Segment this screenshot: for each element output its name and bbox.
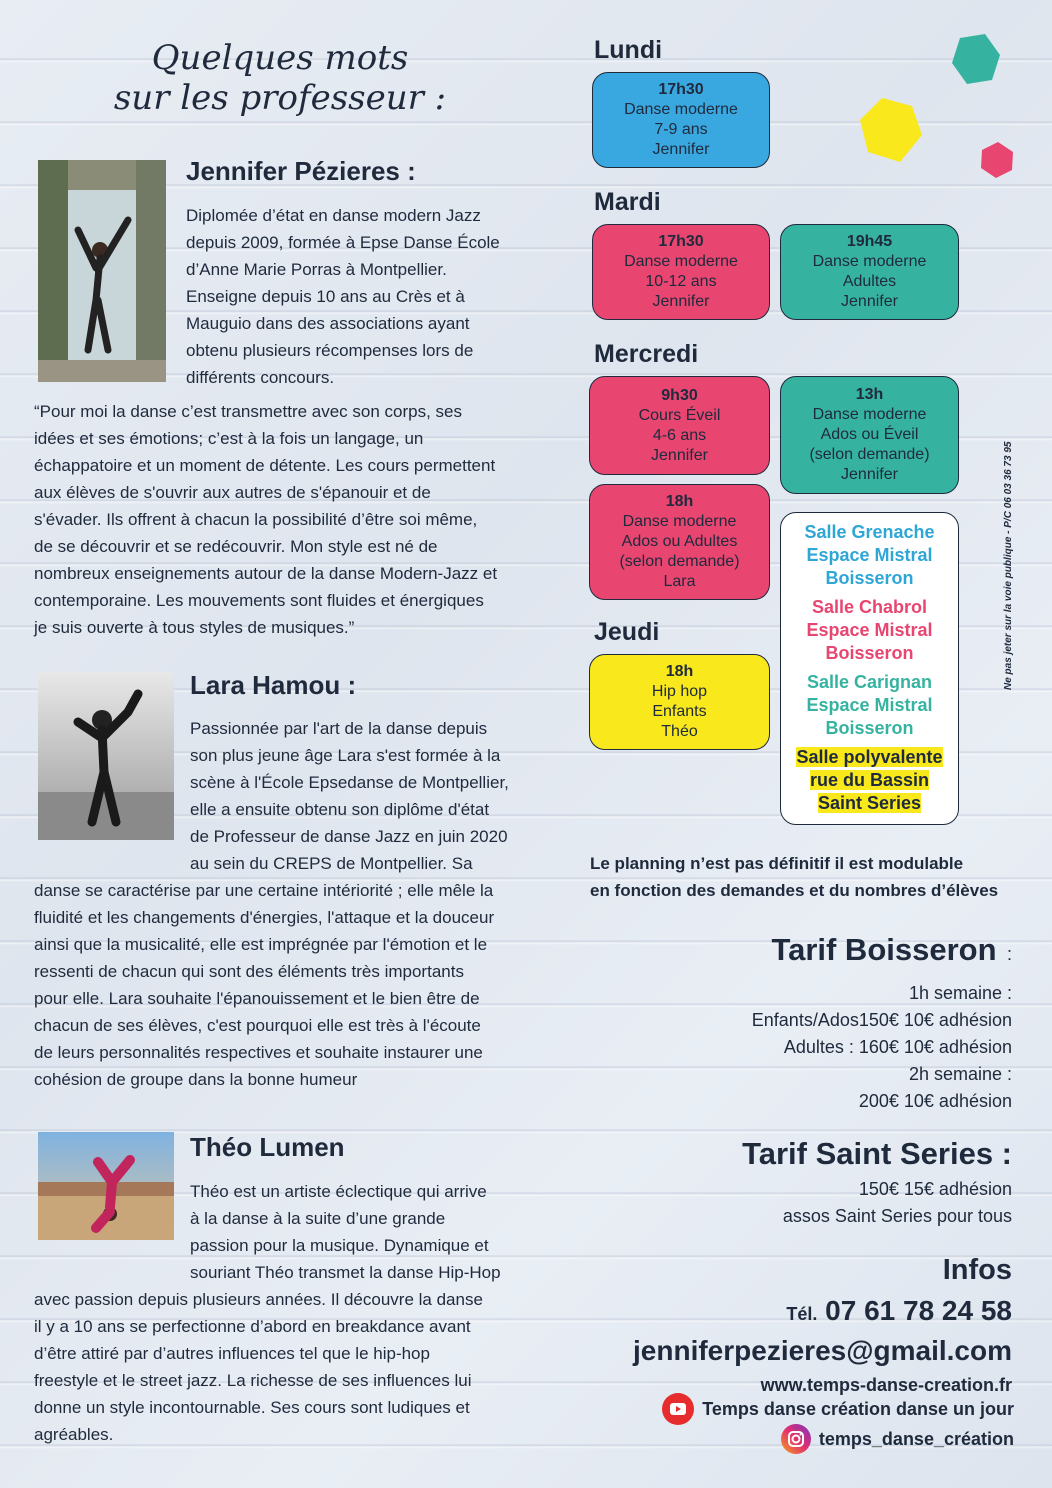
text-line: son plus jeune âge Lara s'est formée à la <box>190 746 501 765</box>
class-line: Ados ou Éveil <box>820 426 919 443</box>
room-line: Salle Grenache <box>804 522 935 542</box>
text-line: au sein du CREPS de Montpellier. Sa <box>190 854 473 873</box>
text-line: d’Anne Marie Porras à Montpellier. <box>186 260 447 279</box>
day-lundi: Lundi <box>594 36 663 64</box>
text-line: d’être attiré par d’autres influences tel que le hip-hop <box>34 1344 430 1363</box>
class-time: 18h <box>665 663 694 680</box>
intro-line-2: sur les professeur : <box>113 78 447 118</box>
text-line: en fonction des demandes et du nombres d’élèves <box>590 881 999 900</box>
theo-name: Théo Lumen <box>190 1132 345 1162</box>
text-line: depuis 2009, formée à Epse Danse École <box>186 233 500 252</box>
tarif-line: 150€ 15€ adhésion <box>858 1179 1012 1199</box>
text-line: de leurs personnalités respectives et souhaite instaurer une <box>34 1043 483 1062</box>
class-line: 7-9 ans <box>654 121 708 138</box>
class-line: Jennifer <box>841 466 898 483</box>
legal-vertical-note: Ne pas jeter sur la voie publique - P/C 06 03 36 73 95 <box>1003 441 1014 690</box>
class-line: (selon demande) <box>809 446 930 463</box>
theo-bio-continued <box>34 1286 534 1448</box>
text-line: je suis ouverte à tous styles de musiques.” <box>34 618 355 637</box>
room-grenache <box>781 521 958 590</box>
website-link[interactable]: www.temps-danse-creation.fr <box>760 1375 1012 1395</box>
room-line: Espace Mistral <box>806 620 933 640</box>
class-line: Danse moderne <box>622 513 737 530</box>
class-card-mercredi-2 <box>780 376 959 494</box>
text-line: fluidité et les changements d'énergies, l'attaque et la douceur <box>34 908 495 927</box>
intro-title <box>60 38 500 118</box>
phone-label: Tél. <box>786 1304 818 1324</box>
text-line: aux élèves de s'ouvrir aux autres de s'épanouir et de <box>34 483 431 502</box>
class-card-mercredi-3 <box>589 484 770 600</box>
text-line: Enseigne depuis 10 ans au Crès et à <box>186 287 465 306</box>
yellow-hexagon <box>860 98 922 162</box>
rooms-legend <box>780 512 959 825</box>
planning-note <box>590 850 1030 904</box>
instagram-handle: temps_danse_création <box>818 1428 1014 1449</box>
tarif-title-text: Tarif Boisseron <box>771 932 997 967</box>
class-line: Théo <box>661 723 698 740</box>
class-line: Jennifer <box>841 293 898 310</box>
class-card-jeudi-1 <box>589 654 770 750</box>
room-line: Salle Carignan <box>806 672 933 692</box>
room-line: Salle Chabrol <box>811 597 928 617</box>
class-line: Danse moderne <box>624 101 738 118</box>
text-line: agréables. <box>34 1425 114 1444</box>
text-line: Théo est un artiste éclectique qui arrive <box>190 1182 487 1201</box>
text-line: ainsi que la musicalité, elle est imprégnée par l'émotion et le <box>34 935 488 954</box>
class-card-lundi-1 <box>592 72 770 168</box>
text-line: obtenu plusieurs récompenses lors de <box>186 341 474 360</box>
class-time: 9h30 <box>661 386 698 404</box>
text-line: nombreux enseignements autour de la danse Modern-Jazz et <box>34 564 498 583</box>
tarif-title-colon: : <box>1006 944 1012 964</box>
email-link[interactable]: jenniferpezieres@gmail.com <box>633 1335 1012 1366</box>
tarif-line: 2h semaine : <box>908 1064 1012 1084</box>
text-line: contemporaine. Les mouvements sont fluides et énergiques <box>34 591 484 610</box>
decorative-hexagons <box>820 20 1020 190</box>
text-line: s'évader. Ils offrent à chacun la possibilité d’être soi même, <box>34 510 478 529</box>
text-line: scène à l'École Epsedanse de Montpellier, <box>190 773 509 792</box>
class-line: Ados ou Adultes <box>621 533 738 550</box>
class-line: 10-12 ans <box>645 273 717 290</box>
class-time: 17h30 <box>658 81 704 98</box>
text-line: à la danse à la suite d’une grande <box>190 1209 446 1228</box>
intro-line-1: Quelques mots <box>151 38 409 78</box>
class-line: Jennifer <box>652 141 710 158</box>
pink-hexagon <box>981 142 1013 178</box>
text-line: passion pour la musique. Dynamique et <box>190 1236 489 1255</box>
theo-bio <box>190 1178 530 1286</box>
class-line: Lara <box>663 573 696 590</box>
text-line: il y a 10 ans se perfectionne d’abord en breakdance avant <box>34 1317 471 1336</box>
lara-photo <box>38 672 174 840</box>
phone[interactable] <box>633 1295 1012 1327</box>
class-line: Hip hop <box>651 683 708 700</box>
text-line: avec passion depuis plusieurs années. Il découvre la danse <box>34 1290 483 1309</box>
youtube-icon <box>662 1393 694 1425</box>
tarif-line: 200€ 10€ adhésion <box>858 1091 1012 1111</box>
text-line: danse se caractérise par une certaine intériorité ; elle mêle la <box>34 881 494 900</box>
text-line: ressenti de chacun qui sont des éléments très importants <box>34 962 464 981</box>
room-line: Espace Mistral <box>806 695 933 715</box>
room-line: rue du Bassin <box>809 770 930 790</box>
room-line: Boisseron <box>825 568 914 588</box>
tarif-saint-series-title: Tarif Saint Series : <box>742 1136 1012 1171</box>
class-line: Danse moderne <box>624 253 738 270</box>
text-line: “Pour moi la danse c’est transmettre avec son corps, ses <box>34 402 463 421</box>
tarif-line: assos Saint Series pour tous <box>782 1206 1012 1226</box>
class-card-mardi-2 <box>780 224 959 320</box>
text-line: différents concours. <box>186 368 335 387</box>
room-line: Boisseron <box>825 718 914 738</box>
text-line: donne un style incontournable. Ses cours sont ludiques et <box>34 1398 470 1417</box>
class-line: (selon demande) <box>619 553 740 570</box>
class-line: Jennifer <box>652 293 710 310</box>
text-line: de Professeur de danse Jazz en juin 2020 <box>190 827 508 846</box>
infos-block <box>633 1254 1012 1404</box>
class-time: 18h <box>665 493 694 510</box>
text-line: elle a ensuite obtenu son diplôme d'état <box>190 800 490 819</box>
tarif-line: Enfants/Ados150€ 10€ adhésion <box>751 1010 1012 1030</box>
text-line: Passionnée par l'art de la danse depuis <box>190 719 488 738</box>
instagram-row[interactable] <box>604 1424 1014 1454</box>
text-line: cohésion de groupe dans la bonne humeur <box>34 1070 358 1089</box>
room-line: Saint Series <box>817 793 922 813</box>
class-time: 13h <box>855 386 884 403</box>
room-chabrol <box>781 596 958 665</box>
class-card-mercredi-1 <box>589 376 770 475</box>
jennifer-photo <box>38 160 166 382</box>
text-line: souriant Théo transmet la danse Hip-Hop <box>190 1263 501 1282</box>
youtube-channel: Temps danse création danse un jour <box>702 1398 1014 1419</box>
text-line: de se découvrir et se redécouvrir. Mon style est né de <box>34 537 438 556</box>
youtube-row[interactable] <box>604 1394 1014 1424</box>
class-line: Enfants <box>652 703 707 720</box>
class-line: Adultes <box>842 273 897 290</box>
text-line: idées et ses émotions; c’est à la fois un langage, un <box>34 429 424 448</box>
class-line: Danse moderne <box>812 253 927 270</box>
text-line: freestyle et le street jazz. La richesse de ses influences lui <box>34 1371 472 1390</box>
jennifer-quote <box>34 398 534 641</box>
infos-title: Infos <box>942 1254 1012 1286</box>
text-line: Diplomée d’état en danse modern Jazz <box>186 206 481 225</box>
day-jeudi: Jeudi <box>594 618 660 646</box>
instagram-icon <box>781 1424 811 1454</box>
lara-bio <box>190 715 530 877</box>
theo-photo <box>38 1132 174 1240</box>
tarif-line: Adultes : 160€ 10€ adhésion <box>783 1037 1012 1057</box>
lara-bio-continued <box>34 877 534 1093</box>
phone-number: 07 61 78 24 58 <box>825 1295 1012 1326</box>
room-line: Salle polyvalente <box>796 747 943 767</box>
text-line: échappatoire et un moment de détente. Les cours permettent <box>34 456 496 475</box>
room-polyvalente <box>781 746 958 815</box>
class-line: Cours Éveil <box>638 406 721 424</box>
text-line: pour elle. Lara souhaite l'épanouissement et le bien être de <box>34 989 480 1008</box>
tarif-line: 1h semaine : <box>908 983 1012 1003</box>
text-line: chacun de ses élèves, c'est pourquoi elle est très à l'écoute <box>34 1016 481 1035</box>
day-mardi: Mardi <box>594 188 661 216</box>
tarif-boisseron-title <box>752 932 1012 968</box>
jennifer-name: Jennifer Pézieres : <box>186 156 416 186</box>
class-time: 17h30 <box>658 233 704 250</box>
lara-name: Lara Hamou : <box>190 670 357 700</box>
text-line: Le planning n’est pas définitif il est modulable <box>590 854 964 873</box>
tarif-saint-series <box>742 1136 1012 1230</box>
text-line: Mauguio dans des associations ayant <box>186 314 470 333</box>
room-carignan <box>781 671 958 740</box>
teal-hexagon <box>952 34 1000 84</box>
class-line: Jennifer <box>651 446 708 464</box>
room-line: Espace Mistral <box>806 545 933 565</box>
class-line: 4-6 ans <box>652 426 707 444</box>
class-time: 19h45 <box>846 233 893 250</box>
room-line: Boisseron <box>825 643 914 663</box>
tarif-boisseron <box>752 932 1012 1115</box>
jennifer-bio <box>186 202 516 391</box>
day-mercredi: Mercredi <box>594 340 699 368</box>
class-card-mardi-1 <box>592 224 770 320</box>
class-line: Danse moderne <box>812 406 927 423</box>
